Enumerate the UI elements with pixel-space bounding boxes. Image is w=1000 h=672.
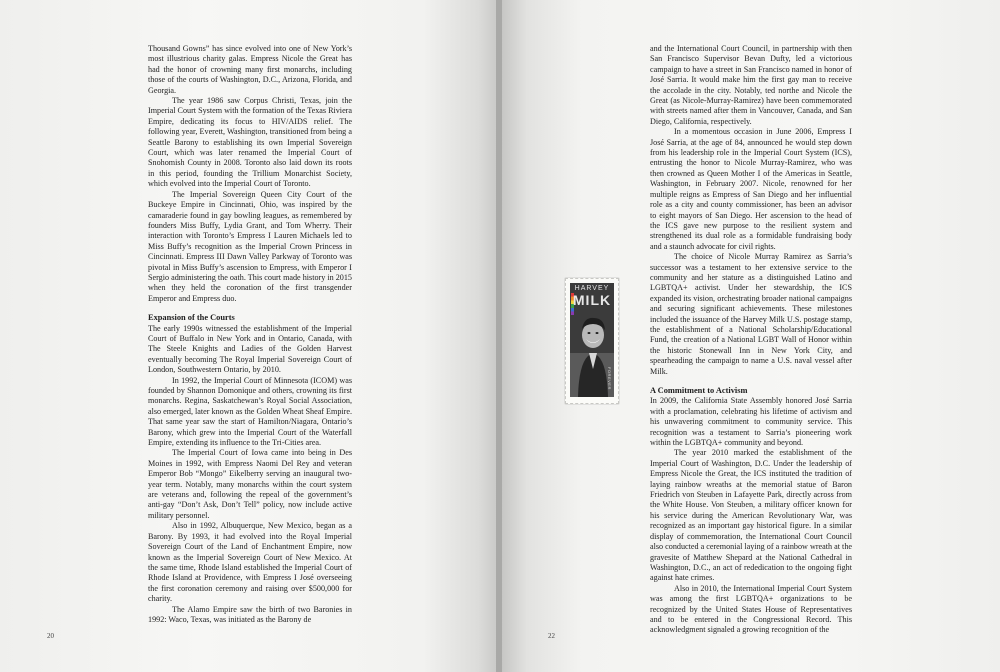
- left-page-number: 20: [47, 632, 54, 640]
- left-paragraph-3: The Imperial Sovereign Queen City Court of the Buckeye Empire in Cincinnati, Ohio, was inspired by the camaraderie found in gay bowling leagues, as remembered by founders Miss Buffy, Lydia Grant, and Tom Wherry. Their interaction with Toronto’s Empress I Lauren Michaels led to Miss Buffy’s recognition as the Imperial Crown Princess in Cincinnati. Empress III Dawn Valley Parkway of Toronto was pivotal in Miss Buffy’s ascension to Empress, with Emperor I Sergio administering the oath. This court made history in 2015 when they held the coronation of the first transgender Emperor and Empress duo.: [148, 189, 352, 303]
- left-paragraph-5: In 1992, the Imperial Court of Minnesota (ICOM) was founded by Shannon Domonique and others, crowning its first monarchs. Regina, Saskatchewan’s Royal Social Association, also emerged, later known as the Golden Wheat Sheaf Empire. That same year saw the start of Hamilton/Niagara, Ontario’s Barony, which grew into the Imperial Court of the Waterfall Empire, extending its influence to the Tri-Cities area.: [148, 375, 352, 448]
- right-page: [502, 0, 1000, 672]
- stamp-title-line1: HARVEY: [574, 285, 610, 292]
- right-paragraph-1: and the International Court Council, in partnership with then San Francisco Supervisor Bevan Dufty, led a victorious campaign to have a street in San Francisco named in honor of José Sarria. It would make him the first gay man to receive the accolade in the city. Notably, ted northe and Nicole the Great (as Nicole-Murray-Ramirez) have been commemorated with streets named after them in Vancouver, Canada, and San Diego, California, respectively.: [650, 44, 852, 126]
- harvey-milk-stamp: [565, 278, 619, 404]
- left-paragraph-4: The early 1990s witnessed the establishment of the Imperial Court of Buffalo in New York and in Ontario, Canada, with The Steele Knights and Ladies of the Golden Harvest eventually becoming The Royal Imperial Sovereign Court of London, Southwestern Ontario, by 2010.: [148, 323, 352, 375]
- right-paragraph-5: The year 2010 marked the establishment of the Imperial Court of Washington, D.C. Under the leadership of Empress Nicole the Great, the ICS instituted the tradition of laying rainbow wreaths at the memorial statue of Baron Friedrich von Steuben in Lafayette Park, directly across from the White House. Von Steuben, a military officer known for his service during the American Revolutionary War, was recognized as an important gay historical figure. In a similar display of commemoration, the International Court Council also conducted a ceremonial laying of a rainbow wreath at the gravesite of Matthew Shepard at the National Cathedral in Washington, D.C., an act of rededication to the ongoing fight against hate crimes.: [650, 448, 852, 583]
- right-page-number: 22: [548, 632, 555, 640]
- left-page: [0, 0, 498, 672]
- left-text-column: [148, 44, 352, 625]
- stamp-title-line2: MILK: [572, 292, 612, 308]
- left-paragraph-8: The Alamo Empire saw the birth of two Baronies in 1992: Waco, Texas, was initiated as the Barony de: [148, 604, 352, 624]
- left-paragraph-1: Thousand Gowns” has since evolved into one of New York’s most illustrious charity galas. Empress Nicole the Great has had the honor of crowning many first monarchs, including those of the courts of Washington, D.C., Arizona, Florida, and Georgia.: [148, 44, 352, 95]
- right-paragraph-2: In a momentous occasion in June 2006, Empress I José Sarria, at the age of 84, announced he would step down from his leadership role in the Imperial Court System (ICS), entrusting the honor to Nicole Murray-Ramirez, who was then crowned as Queen Mother I of the Americas in Seattle, Washington, in February 2007. Nicole, renowned for her multiple reigns as Empress of San Diego and her influential role as a city and county commissioner, has been an advisor to eight mayors of San Diego. Her ascension to the head of the ICS gave new purpose to the resilient system and strengthened its dual role as a formidable fundraising body and a staunch advocate for civil rights.: [650, 127, 852, 251]
- stamp-image: [570, 283, 614, 397]
- right-paragraph-6: Also in 2010, the International Imperial Court System was among the first LGBTQA+ organizations to be recognized by the United States House of Representatives and to be entered in the Congressional Record. This acknowledgment signaled a growing recognition of the: [650, 583, 852, 635]
- right-text-column: [650, 44, 852, 636]
- right-paragraph-4: In 2009, the California State Assembly honored José Sarria with a proclamation, celebrating his lifetime of activism and his unwavering commitment to community service. This recognition was a testament to Sarria’s pioneering work within the LGBTQA+ community and beyond.: [650, 396, 852, 448]
- left-section-heading: Expansion of the Courts: [148, 313, 235, 323]
- left-paragraph-7: Also in 1992, Albuquerque, New Mexico, began as a Barony. By 1993, it had evolved into the Royal Imperial Sovereign Court of the Land of Enchantment Empire, now known as the Imperial Sovereign Court of New Mexico. At the same time, Rhode Island established the Imperial Court of Rhode Island at Providence, with Empress I José overseeing the first coronation ceremony and raising over $500,000 for charity.: [148, 521, 352, 604]
- right-paragraph-3: The choice of Nicole Murray Ramirez as Sarria’s successor was a testament to her extensive service to the community and her stature as a distinguished Latino and LGBTQA+ activist. Under her stewardship, the ICS expanded its vision, orchestrating broader national campaigns and securing significant achievements. These milestones included the issuance of the Harvey Milk U.S. postage stamp, the establishment of a National Scholarship/Educational Fund, the creation of a National LGBT Wall of Honor within the historic Stonewall Inn in New York City, and spearheading the campaign to name a U.S. naval vessel after Milk.: [650, 252, 852, 376]
- left-paragraph-2: The year 1986 saw Corpus Christi, Texas, join the Imperial Court System with the formation of the Texas Riviera Empire, dedicating its focus to HIV/AIDS relief. The following year, Everett, Washington, transitioned from being a Seattle Barony to establishing its own Imperial Sovereign Court, which was later renamed the Imperial Court of Snohomish County in 2008. Toronto also laid down its roots in this period, founding the Trillium Monarchist Society, which evolved into the Imperial Court of Toronto.: [148, 96, 352, 189]
- stamp-denomination: FOREVER: [607, 367, 612, 390]
- left-paragraph-6: The Imperial Court of Iowa came into being in Des Moines in 1992, with Empress Naomi Del Rey and veteran Emperor Bob “Mongo” Eikelberry serving an inaugural two-year term. Notably, many monarchs within the court system are veterans and, following the repeal of the government’s anti-gay “Don’t Ask, Don’t Tell” policy, now include active military personnel.: [148, 448, 352, 520]
- right-section-heading: A Commitment to Activism: [650, 386, 748, 395]
